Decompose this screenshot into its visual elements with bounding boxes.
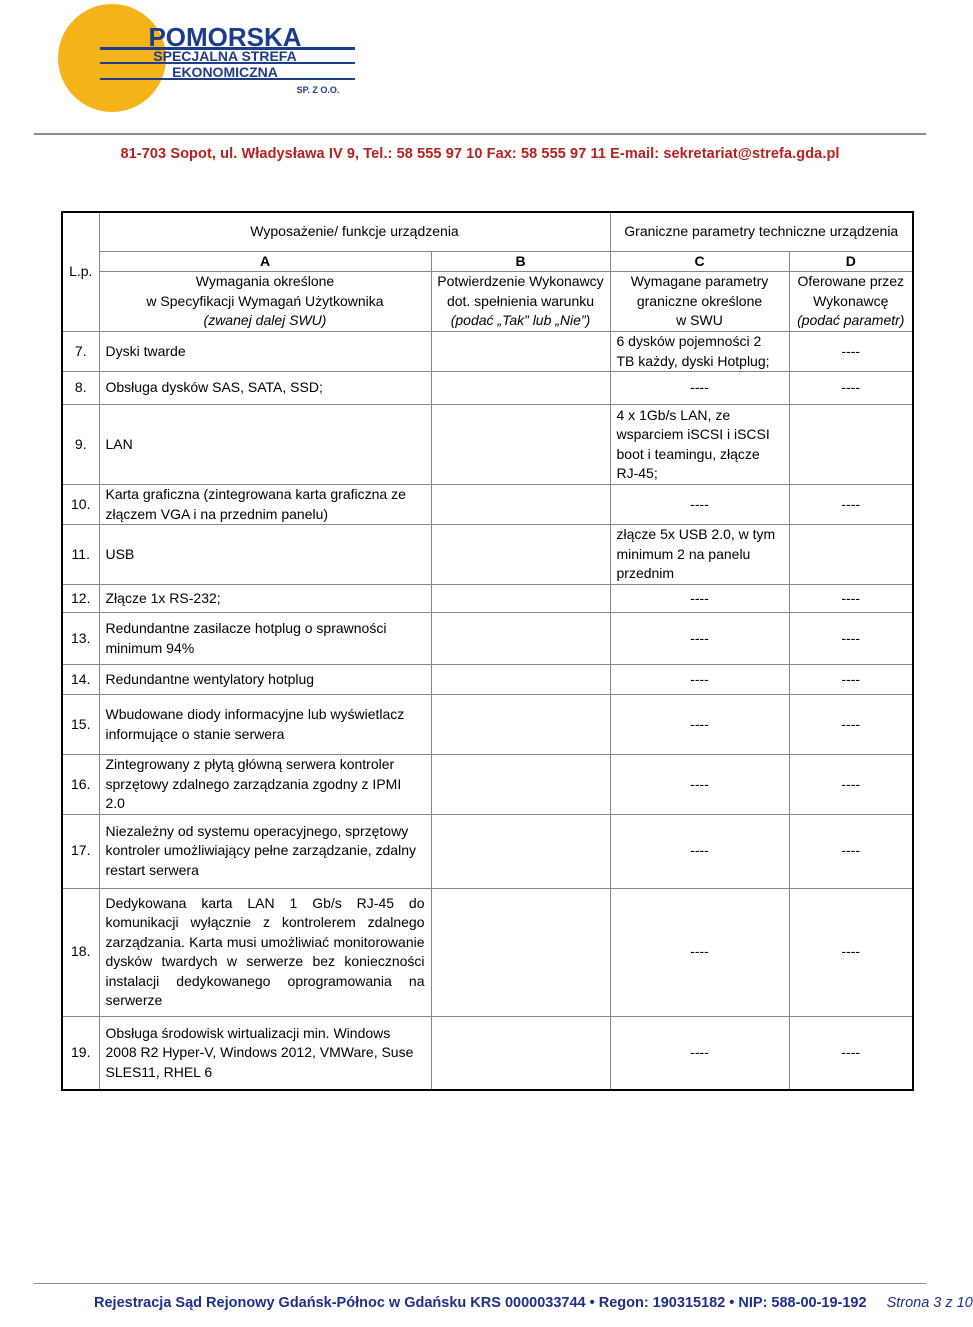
row-confirmation[interactable] bbox=[431, 405, 610, 485]
header-col-d-line3: (podać parametr) bbox=[797, 312, 905, 329]
logo-line3: EKONOMICZNA bbox=[172, 64, 278, 80]
header-col-a-line2: w Specyfikacji Wymagań Użytkownika bbox=[146, 292, 384, 309]
footer-divider bbox=[34, 1283, 926, 1284]
row-number: 13. bbox=[62, 613, 99, 665]
row-parameters: złącze 5x USB 2.0, w tym minimum 2 na panelu przednim bbox=[610, 525, 789, 585]
row-requirement: Redundantne zasilacze hotplug o sprawności minimum 94% bbox=[99, 613, 431, 665]
table-row bbox=[62, 888, 913, 1016]
header-col-a-line3: (zwanej dalej SWU) bbox=[203, 312, 327, 329]
row-confirmation[interactable] bbox=[431, 755, 610, 815]
row-requirement: Redundantne wentylatory hotplug bbox=[99, 665, 431, 695]
row-offered[interactable]: ---- bbox=[789, 888, 913, 1016]
logo-line1: POMORSKA bbox=[148, 22, 302, 52]
header-col-b-line3: (podać „Tak” lub „Nie”) bbox=[450, 312, 591, 329]
row-confirmation[interactable] bbox=[431, 585, 610, 613]
header-letter-b: B bbox=[431, 251, 610, 272]
table-row bbox=[62, 695, 913, 755]
logo-line4: SP. Z O.O. bbox=[296, 85, 340, 95]
row-offered[interactable] bbox=[789, 405, 913, 485]
row-number: 10. bbox=[62, 485, 99, 525]
header-group-left: Wyposażenie/ funkcje urządzenia bbox=[99, 212, 610, 251]
company-logo bbox=[50, 2, 360, 114]
table-row bbox=[62, 485, 913, 525]
row-offered[interactable]: ---- bbox=[789, 814, 913, 888]
row-offered[interactable]: ---- bbox=[789, 1016, 913, 1090]
row-confirmation[interactable] bbox=[431, 665, 610, 695]
row-requirement: Zintegrowany z płytą główną serwera kontroler sprzętowy zdalnego zarządzania zgodny z IPMI 2.0 bbox=[99, 755, 431, 815]
table-row bbox=[62, 613, 913, 665]
table-row bbox=[62, 665, 913, 695]
row-confirmation[interactable] bbox=[431, 814, 610, 888]
row-confirmation[interactable] bbox=[431, 695, 610, 755]
row-confirmation[interactable] bbox=[431, 613, 610, 665]
row-offered[interactable]: ---- bbox=[789, 485, 913, 525]
row-requirement: Dedykowana karta LAN 1 Gb/s RJ-45 do komunikacji wyłącznie z kontrolerem zdalnego zarządzania. Karta musi umożliwiać monitorowanie dysków twardych w serwerze bez konieczności instalacji dedykowanego oprogramowania na serwerze bbox=[99, 888, 431, 1016]
table-row bbox=[62, 755, 913, 815]
header-col-d bbox=[789, 272, 913, 332]
row-number: 12. bbox=[62, 585, 99, 613]
footer bbox=[94, 1295, 973, 1311]
footer-registration: Rejestracja Sąd Rejonowy Gdańsk-Północ w Gdańsku KRS 0000033744 • Regon: 190315182 • NIP: 588-00-19-192 bbox=[94, 1295, 867, 1311]
row-requirement: Obsługa środowisk wirtualizacji min. Windows 2008 R2 Hyper-V, Windows 2012, VMWare, Suse SLES11, RHEL 6 bbox=[99, 1016, 431, 1090]
header-col-b-line1: Potwierdzenie Wykonawcy bbox=[437, 273, 604, 290]
specification-table bbox=[61, 211, 914, 1091]
header-col-c bbox=[610, 272, 789, 332]
contact-line: 81-703 Sopot, ul. Władysława IV 9, Tel.: 58 555 97 10 Fax: 58 555 97 11 E-mail: sekretariat@strefa.gda.pl bbox=[120, 146, 840, 162]
row-parameters: ---- bbox=[610, 888, 789, 1016]
table-row bbox=[62, 372, 913, 405]
row-number: 8. bbox=[62, 372, 99, 405]
header-col-d-line1: Oferowane przez bbox=[797, 273, 905, 290]
row-number: 16. bbox=[62, 755, 99, 815]
header-col-a bbox=[99, 272, 431, 332]
row-parameters: ---- bbox=[610, 755, 789, 815]
page-number: Strona 3 z 10 bbox=[886, 1295, 973, 1311]
table-row bbox=[62, 332, 913, 372]
table-row bbox=[62, 525, 913, 585]
header-col-b-line2: dot. spełnienia warunku bbox=[446, 292, 595, 309]
row-requirement: Wbudowane diody informacyjne lub wyświetlacz informujące o stanie serwera bbox=[99, 695, 431, 755]
header-letter-a: A bbox=[99, 251, 431, 272]
row-parameters: ---- bbox=[610, 485, 789, 525]
row-number: 7. bbox=[62, 332, 99, 372]
row-parameters: ---- bbox=[610, 372, 789, 405]
row-parameters: 6 dysków pojemności 2 TB każdy, dyski Hotplug; bbox=[610, 332, 789, 372]
header-letter-c: C bbox=[610, 251, 789, 272]
row-parameters: ---- bbox=[610, 665, 789, 695]
row-requirement: Złącze 1x RS-232; bbox=[99, 585, 431, 613]
table-row bbox=[62, 585, 913, 613]
header-col-c-line2: graniczne określone bbox=[636, 292, 763, 309]
row-requirement: Karta graficzna (zintegrowana karta graficzna ze złączem VGA i na przednim panelu) bbox=[99, 485, 431, 525]
row-parameters: ---- bbox=[610, 695, 789, 755]
header-col-c-line1: Wymagane parametry bbox=[630, 273, 769, 290]
table-letters-row bbox=[62, 251, 913, 272]
row-offered[interactable]: ---- bbox=[789, 665, 913, 695]
row-offered[interactable] bbox=[789, 525, 913, 585]
row-parameters: ---- bbox=[610, 585, 789, 613]
header-col-d-line2: Wykonawcę bbox=[813, 292, 889, 309]
header-col-b bbox=[431, 272, 610, 332]
row-number: 18. bbox=[62, 888, 99, 1016]
row-offered[interactable]: ---- bbox=[789, 585, 913, 613]
header-lp: L.p. bbox=[62, 212, 99, 332]
row-confirmation[interactable] bbox=[431, 332, 610, 372]
row-requirement: LAN bbox=[99, 405, 431, 485]
row-requirement: Niezależny od systemu operacyjnego, sprzętowy kontroler umożliwiający pełne zarządzanie, zdalny restart serwera bbox=[99, 814, 431, 888]
row-confirmation[interactable] bbox=[431, 1016, 610, 1090]
row-offered[interactable]: ---- bbox=[789, 755, 913, 815]
row-number: 14. bbox=[62, 665, 99, 695]
logo-sun-icon bbox=[58, 4, 166, 112]
logo-line2: SPECJALNA STREFA bbox=[153, 48, 297, 64]
row-confirmation[interactable] bbox=[431, 525, 610, 585]
row-offered[interactable]: ---- bbox=[789, 613, 913, 665]
row-parameters: ---- bbox=[610, 814, 789, 888]
table-row bbox=[62, 405, 913, 485]
row-number: 9. bbox=[62, 405, 99, 485]
header-col-c-line3: w SWU bbox=[676, 312, 723, 329]
row-offered[interactable]: ---- bbox=[789, 332, 913, 372]
header-letter-d: D bbox=[789, 251, 913, 272]
header-group-right: Graniczne parametry techniczne urządzenia bbox=[610, 212, 913, 251]
row-number: 15. bbox=[62, 695, 99, 755]
row-requirement: USB bbox=[99, 525, 431, 585]
table-row bbox=[62, 814, 913, 888]
row-offered[interactable]: ---- bbox=[789, 695, 913, 755]
row-number: 19. bbox=[62, 1016, 99, 1090]
row-confirmation[interactable] bbox=[431, 372, 610, 405]
row-confirmation[interactable] bbox=[431, 888, 610, 1016]
row-parameters: 4 x 1Gb/s LAN, ze wsparciem iSCSI i iSCSI boot i teamingu, złącze RJ-45; bbox=[610, 405, 789, 485]
header-divider bbox=[34, 133, 926, 135]
row-number: 11. bbox=[62, 525, 99, 585]
row-offered[interactable]: ---- bbox=[789, 372, 913, 405]
header-col-a-line1: Wymagania określone bbox=[195, 273, 335, 290]
table-colnames-row bbox=[62, 272, 913, 332]
row-parameters: ---- bbox=[610, 1016, 789, 1090]
row-confirmation[interactable] bbox=[431, 485, 610, 525]
row-parameters: ---- bbox=[610, 613, 789, 665]
table-row bbox=[62, 1016, 913, 1090]
row-number: 17. bbox=[62, 814, 99, 888]
row-requirement: Dyski twarde bbox=[99, 332, 431, 372]
table-header-row bbox=[62, 212, 913, 251]
row-requirement: Obsługa dysków SAS, SATA, SSD; bbox=[99, 372, 431, 405]
